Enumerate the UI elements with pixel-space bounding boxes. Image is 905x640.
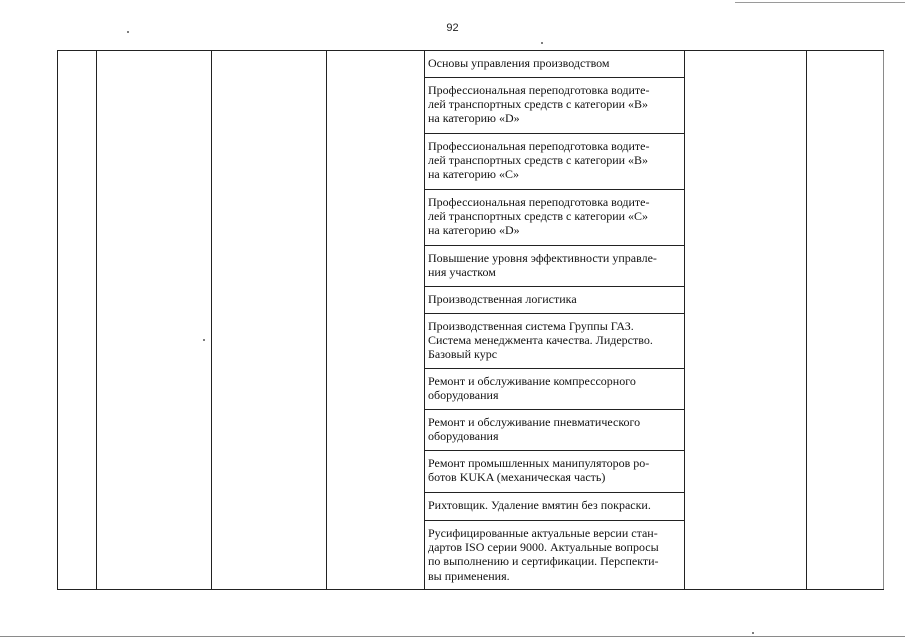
topic-text-line: лей транспортных средств с категории «B» xyxy=(428,97,649,112)
topic-text-line: Русифицированные актуальные версии стан- xyxy=(428,526,658,540)
topic-text-line: ботов KUKA (механическая часть) xyxy=(428,470,606,485)
table-border-left xyxy=(57,51,58,589)
topic-text-line: Базовый курс xyxy=(428,347,498,362)
column-divider-6 xyxy=(806,51,807,589)
topic-text-line: оборудования xyxy=(428,429,499,444)
column-divider-5 xyxy=(684,51,685,589)
topic-text-line: Ремонт и обслуживание компрессорного xyxy=(428,374,636,388)
topic-row xyxy=(424,314,684,369)
topic-column xyxy=(424,51,684,589)
column-divider-2 xyxy=(211,51,212,589)
page-number: 92 xyxy=(446,22,459,34)
topic-row xyxy=(424,451,684,493)
scan-speck xyxy=(541,42,543,44)
topic-text-line: Производственная система Группы ГАЗ. xyxy=(428,319,634,333)
topic-row xyxy=(424,51,684,78)
topic-text-line: ния участком xyxy=(428,265,496,280)
column-divider-3 xyxy=(326,51,327,589)
topic-text-line: Система менеджмента качества. Лидерство. xyxy=(428,333,653,348)
topic-row xyxy=(424,190,684,246)
topic-text-line: Профессиональная переподготовка водите- xyxy=(428,195,650,209)
topic-row xyxy=(424,369,684,410)
scan-speck xyxy=(203,339,205,341)
course-table xyxy=(57,50,884,590)
topic-text-line: Ремонт промышленных манипуляторов ро- xyxy=(428,456,650,470)
topic-text-line: на категорию «D» xyxy=(428,223,520,238)
topic-row xyxy=(424,287,684,314)
scan-speck xyxy=(752,632,754,634)
column-divider-1 xyxy=(96,51,97,589)
table-border-right xyxy=(883,51,884,589)
topic-row xyxy=(424,78,684,134)
topic-text-line: дартов ISO серии 9000. Актуальные вопросы xyxy=(428,540,659,555)
topic-text-line: Производственная логистика xyxy=(428,292,577,306)
topic-text-line: вы применения. xyxy=(428,568,510,583)
topic-row xyxy=(424,246,684,287)
bottom-edge-rule xyxy=(0,636,905,637)
topic-row xyxy=(424,521,684,589)
topic-text-line: лей транспортных средств с категории «C» xyxy=(428,209,649,224)
topic-text-line: на категорию «C» xyxy=(428,167,519,182)
topic-text-line: Повышение уровня эффективности управле- xyxy=(428,251,657,265)
topic-text-line: по выполнению и сертификации. Перспекти- xyxy=(428,554,659,569)
topic-text-line: Профессиональная переподготовка водите- xyxy=(428,83,650,97)
topic-text-line: Рихтовщик. Удаление вмятин без покраски. xyxy=(428,498,651,512)
topic-text-line: оборудования xyxy=(428,388,499,403)
topic-text-line: Основы управления производством xyxy=(428,56,610,70)
topic-text-line: на категорию «D» xyxy=(428,111,520,126)
topic-row xyxy=(424,493,684,521)
top-edge-rule xyxy=(735,2,905,3)
topic-text-line: Профессиональная переподготовка водите- xyxy=(428,139,650,153)
topic-row xyxy=(424,134,684,190)
topic-text-line: Ремонт и обслуживание пневматического xyxy=(428,415,641,429)
topic-row xyxy=(424,410,684,451)
scan-speck xyxy=(127,31,129,33)
topic-text-line: лей транспортных средств с категории «B» xyxy=(428,153,649,168)
